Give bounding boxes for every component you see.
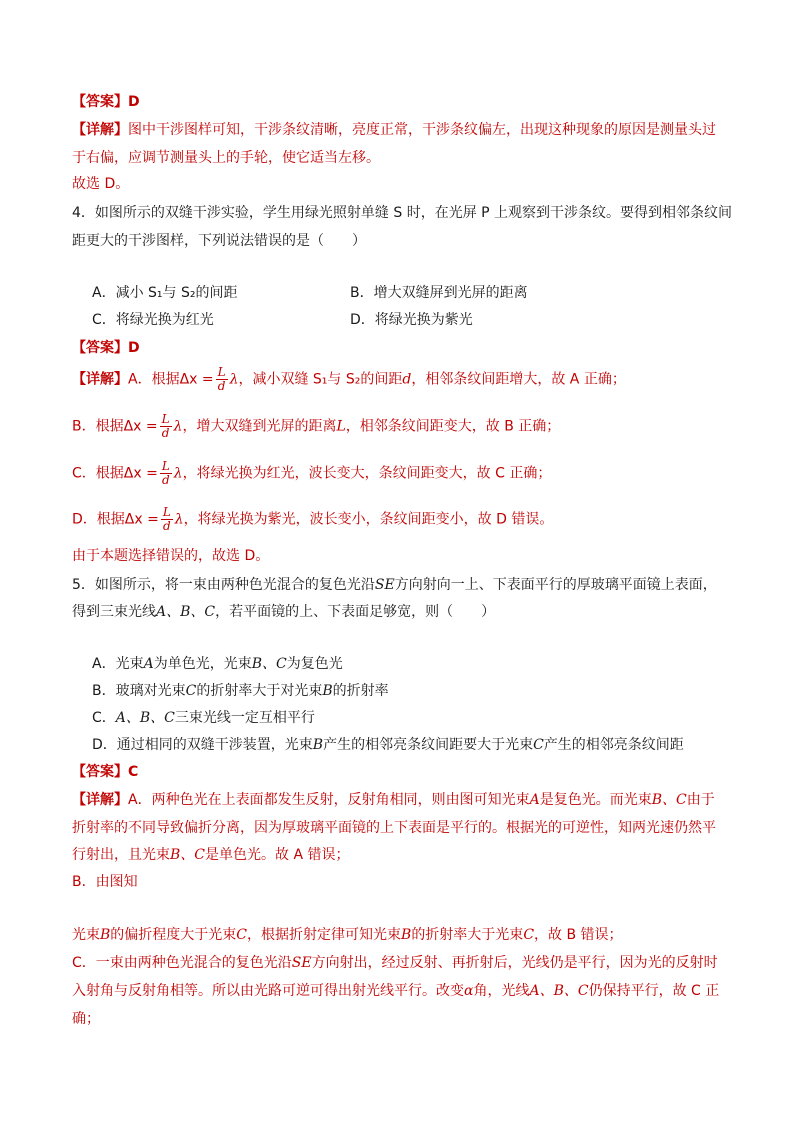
detail-var: C	[523, 927, 535, 943]
detail-var: B、C	[170, 847, 205, 863]
formula-denominator: d	[162, 519, 171, 533]
q4-option-c: C．将绿光换为红光	[92, 312, 214, 328]
detail-text: ，故 B 错误；	[534, 927, 623, 943]
q4-da-prefix: A．根据	[128, 371, 180, 388]
q5-detail-c-line2	[72, 981, 719, 1001]
option-text: C．	[92, 710, 116, 726]
formula-lambda: λ	[174, 511, 184, 528]
option-text: 的折射率	[332, 683, 389, 699]
q5-stem-text: ，若平面镜的上、下表面足够宽，则（ ）	[215, 604, 496, 620]
q4-conclusion: 由于本题选择错误的，故选 D。	[72, 548, 270, 564]
q5-option-d	[92, 735, 684, 755]
option-text: 产生的相邻亮条纹间距	[543, 737, 684, 753]
detail-text: 入射角与反射角相等。所以由光路可逆可得出射光线平行。改变	[72, 983, 464, 999]
q4-dd-end: ，将绿光换为紫光，波长变小，条纹间距变小，故 D 错误。	[183, 511, 554, 528]
detail-var: B、C	[651, 792, 687, 808]
q4-option-b: B．增大双缝屏到光屏的距离	[350, 285, 528, 301]
formula-fraction	[160, 413, 172, 440]
formula-lhs: Δx =	[123, 418, 158, 435]
q5-detail-b-line1: B．由图知	[72, 874, 138, 890]
answer-label: 【答案】	[72, 340, 128, 356]
q5-stem-line1	[72, 575, 717, 595]
option-var: B、C	[251, 656, 287, 672]
q5-stem-line2	[72, 602, 495, 622]
option-text: D．通过相同的双缝干涉装置，光束	[92, 737, 313, 753]
formula-fraction	[161, 506, 173, 533]
formula-lhs: Δx =	[123, 465, 158, 482]
detail-text: 由于	[686, 792, 715, 808]
q3-answer-line	[72, 92, 140, 112]
detail-var: C	[236, 927, 248, 943]
formula-lhs: Δx =	[124, 511, 159, 528]
detail-text: 仍保持平行，故 C 正	[588, 983, 720, 999]
q5-option-c	[92, 708, 315, 728]
option-var: A、B、C	[115, 710, 175, 726]
q4-stem-line1: 4．如图所示的双缝干涉实验，学生用绿光照射单缝 S 时，在光屏 P 上观察到干涉条纹。要得到相邻条纹间	[72, 205, 733, 221]
formula-lambda: λ	[229, 371, 239, 388]
q4-stem-line2: 距更大的干涉图样，下列说法错误的是（ ）	[72, 233, 366, 249]
q5-detail-a-line3	[72, 845, 349, 865]
q5-stem-text: 5．如图所示，将一束由两种色光混合的复色光沿	[72, 577, 375, 593]
detail-var: B	[401, 927, 412, 943]
q5-answer-value: C	[128, 764, 139, 780]
option-var: A	[143, 656, 154, 672]
q3-answer-value: D	[128, 94, 140, 110]
q4-db-prefix: B．根据	[72, 418, 124, 435]
q5-detail-a-line1	[72, 790, 715, 810]
detail-text: 是单色光。故 A 错误；	[205, 847, 350, 863]
q5-option-a	[92, 654, 343, 674]
formula-fraction	[216, 366, 228, 393]
option-var: C	[185, 683, 197, 699]
detail-text: 光束	[72, 927, 100, 943]
q4-detail-c	[72, 460, 551, 487]
option-text: 产生的相邻亮条纹间距要大于光束	[323, 737, 534, 753]
q4-detail-a	[72, 366, 626, 393]
formula-denominator: d	[161, 426, 170, 440]
answer-label: 【答案】	[72, 764, 128, 780]
q4-dc-end: ，将绿光换为红光，波长变大，条纹间距变大，故 C 正确；	[182, 465, 552, 482]
answer-label: 【答案】	[72, 94, 128, 110]
detail-text: C．一束由两种色光混合的复色光沿	[72, 955, 292, 971]
detail-label: 【详解】	[72, 371, 128, 388]
q5-answer-line	[72, 762, 138, 782]
formula-denominator: d	[161, 473, 170, 487]
q5-detail-a-line2: 折射率的不同导致偏折分离，因为厚玻璃平面镜的上下表面是平行的。根据光的可逆性，知两光速仍然平	[72, 820, 716, 836]
detail-label: 【详解】	[72, 122, 128, 138]
q5-stem-var: A、B、C	[156, 604, 216, 620]
formula-fraction	[160, 460, 172, 487]
detail-text: 行射出，且光束	[72, 847, 170, 863]
q5-stem-var: SE	[374, 577, 395, 593]
option-text: 为单色光，光束	[153, 656, 252, 672]
formula-numerator: L	[162, 505, 171, 519]
formula-lhs: Δx =	[179, 371, 214, 388]
q5-detail-c-line3: 确；	[72, 1011, 100, 1027]
detail-text: 是复色光。而光束	[539, 792, 652, 808]
formula-lambda: λ	[173, 418, 183, 435]
option-text: B．玻璃对光束	[92, 683, 186, 699]
q4-da-mid: ，减小双缝 S₁与 S₂的间距	[238, 371, 403, 388]
q4-detail-b	[72, 413, 560, 440]
q4-dd-prefix: D．根据	[72, 511, 125, 528]
formula-numerator: L	[161, 412, 170, 426]
detail-text: 的偏折程度大于光束	[110, 927, 237, 943]
q4-db-end: ，相邻条纹间距变大，故 B 正确；	[345, 418, 561, 435]
q4-answer-line	[72, 338, 140, 358]
q4-dc-prefix: C．根据	[72, 465, 124, 482]
detail-text: 角，光线	[473, 983, 530, 999]
detail-text: ，根据折射定律可知光束	[247, 927, 402, 943]
q5-stem-text: 得到三束光线	[72, 604, 156, 620]
q3-detail-text1: 图中干涉图样可知，干涉条纹清晰，亮度正常，干涉条纹偏左，出现这种现象的原因是测量头过	[128, 122, 716, 138]
option-text: 三束光线一定互相平行	[174, 710, 315, 726]
option-text: 为复色光	[286, 656, 343, 672]
option-text: 的折射率大于对光束	[196, 683, 323, 699]
detail-var: A	[529, 792, 540, 808]
detail-var: B	[100, 927, 111, 943]
formula-lambda: λ	[173, 465, 183, 482]
detail-label: 【详解】	[72, 792, 128, 808]
q3-detail-line2: 于右偏，应调节测量头上的手轮，使它适当左移。	[72, 150, 380, 166]
formula-numerator: L	[161, 459, 170, 473]
q5-option-b	[92, 681, 389, 701]
detail-text: 的折射率大于光束	[411, 927, 524, 943]
detail-var: SE	[291, 955, 312, 971]
q4-da-var: d	[402, 371, 412, 388]
option-var: B	[312, 737, 324, 753]
option-text: A．光束	[92, 656, 144, 672]
q4-db-var: L	[336, 418, 346, 435]
detail-text: 方向射出，经过反射、再折射后，光线仍是平行，因为光的反射时	[311, 955, 718, 971]
q5-stem-text: 方向射向一上、下表面平行的厚玻璃平面镜上表面，	[394, 577, 717, 593]
q4-detail-d	[72, 506, 553, 533]
detail-text: A．两种色光在上表面都发生反射，反射角相同，则由图可知光束	[128, 792, 530, 808]
q3-detail-line1	[72, 120, 716, 140]
q3-conclusion: 故选 D。	[72, 176, 130, 192]
formula-numerator: L	[217, 365, 226, 379]
q4-option-a: A．减小 S₁与 S₂的间距	[92, 285, 238, 301]
q4-da-end: ，相邻条纹间距增大，故 A 正确；	[411, 371, 626, 388]
detail-var: A、B、C	[529, 983, 589, 999]
q4-option-d: D．将绿光换为紫光	[350, 312, 473, 328]
q4-answer-value: D	[128, 340, 140, 356]
q5-detail-c-line1	[72, 953, 718, 973]
formula-denominator: d	[217, 379, 226, 393]
q5-detail-b-line2	[72, 925, 623, 945]
q4-db-mid: ，增大双缝到光屏的距离	[182, 418, 337, 435]
detail-var: α	[464, 983, 474, 999]
option-var: C	[533, 737, 544, 753]
option-var: B	[322, 683, 333, 699]
